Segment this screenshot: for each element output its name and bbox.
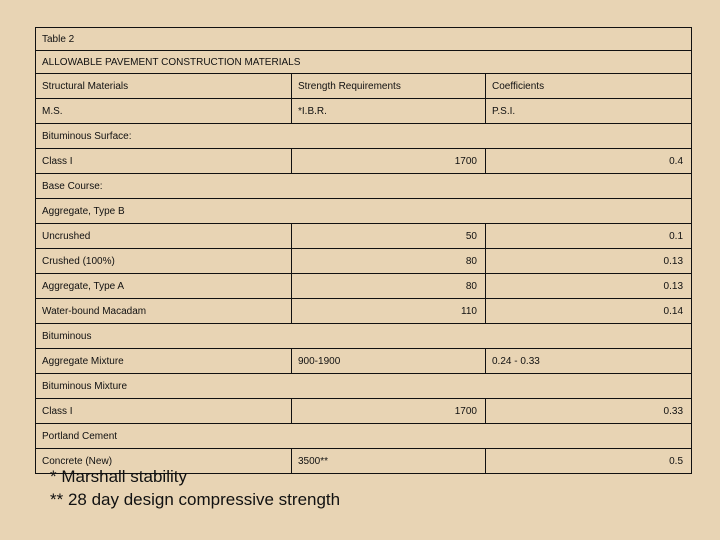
ibr-cell: 80 bbox=[292, 274, 486, 299]
section-bituminous-mixture: Bituminous Mixture bbox=[36, 374, 692, 399]
ibr-cell: 1700 bbox=[292, 149, 486, 174]
header-row bbox=[36, 74, 692, 99]
section-row bbox=[36, 424, 692, 449]
section-portland-cement: Portland Cement bbox=[36, 424, 692, 449]
coefficient-cell: 0.24 - 0.33 bbox=[486, 349, 692, 374]
coefficient-cell: 0.13 bbox=[486, 274, 692, 299]
ms-cell: 900-1900 bbox=[292, 349, 486, 374]
section-base-course: Base Course: bbox=[36, 174, 692, 199]
material-cell: Water-bound Macadam bbox=[36, 299, 292, 324]
table-row bbox=[36, 249, 692, 274]
ms-cell: 3500** bbox=[292, 449, 486, 474]
coefficient-cell: 0.4 bbox=[486, 149, 692, 174]
table-row bbox=[36, 299, 692, 324]
table-title-row bbox=[36, 28, 692, 51]
material-cell: Crushed (100%) bbox=[36, 249, 292, 274]
table-row bbox=[36, 399, 692, 424]
section-row bbox=[36, 124, 692, 149]
ibr-cell: 1700 bbox=[292, 399, 486, 424]
table-title: Table 2 bbox=[36, 28, 692, 51]
material-cell: Aggregate Mixture bbox=[36, 349, 292, 374]
unit-psi: P.S.I. bbox=[486, 99, 692, 124]
table-row bbox=[36, 149, 692, 174]
material-cell: Concrete (New) bbox=[36, 449, 292, 474]
ibr-cell: 80 bbox=[292, 249, 486, 274]
coefficient-cell: 0.13 bbox=[486, 249, 692, 274]
material-cell: Class I bbox=[36, 399, 292, 424]
material-cell: Uncrushed bbox=[36, 224, 292, 249]
ibr-cell: 50 bbox=[292, 224, 486, 249]
ibr-cell: 110 bbox=[292, 299, 486, 324]
footnote-marshall-stability: * Marshall stability bbox=[50, 467, 187, 486]
unit-ibr: *I.B.R. bbox=[292, 99, 486, 124]
coefficient-cell: 0.5 bbox=[486, 449, 692, 474]
header-coefficients: Coefficients bbox=[486, 74, 692, 99]
section-aggregate-type-b: Aggregate, Type B bbox=[36, 199, 692, 224]
section-row bbox=[36, 324, 692, 349]
table-subtitle: ALLOWABLE PAVEMENT CONSTRUCTION MATERIALS bbox=[36, 51, 692, 74]
coefficient-cell: 0.14 bbox=[486, 299, 692, 324]
table-row bbox=[36, 274, 692, 299]
table-row bbox=[36, 224, 692, 249]
section-bituminous-surface: Bituminous Surface: bbox=[36, 124, 692, 149]
footnote-compressive-strength: ** 28 day design compressive strength bbox=[50, 490, 341, 509]
material-cell: Class I bbox=[36, 149, 292, 174]
materials-table bbox=[35, 27, 692, 474]
table-subtitle-row bbox=[36, 51, 692, 74]
coefficient-cell: 0.1 bbox=[486, 224, 692, 249]
section-row bbox=[36, 199, 692, 224]
coefficient-cell: 0.33 bbox=[486, 399, 692, 424]
material-cell: Aggregate, Type A bbox=[36, 274, 292, 299]
header-strength-requirements: Strength Requirements bbox=[292, 74, 486, 99]
units-row bbox=[36, 99, 692, 124]
header-structural-materials: Structural Materials bbox=[36, 74, 292, 99]
unit-ms: M.S. bbox=[36, 99, 292, 124]
section-bituminous: Bituminous bbox=[36, 324, 692, 349]
section-row bbox=[36, 374, 692, 399]
table-row bbox=[36, 349, 692, 374]
section-row bbox=[36, 174, 692, 199]
footnotes bbox=[50, 465, 340, 511]
